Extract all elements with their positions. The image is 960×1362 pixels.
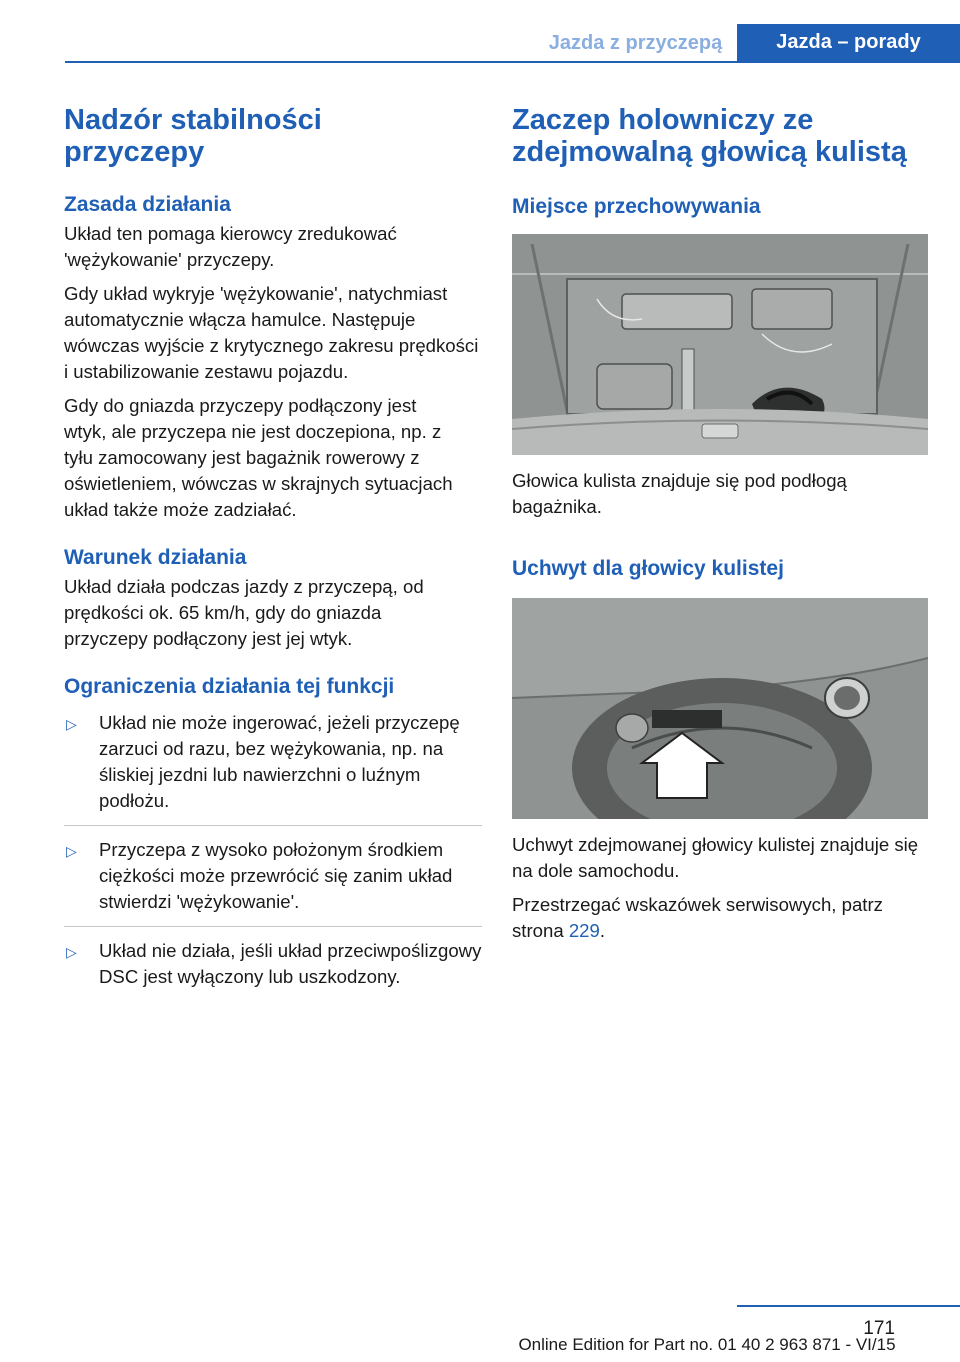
header-rule bbox=[65, 61, 960, 63]
list-item-text: Przyczepa z wysoko położonym środkiem ciężkości może przewrócić się zanim układ stwierdzi 'wężykowanie'. bbox=[99, 839, 453, 912]
footer-rule bbox=[737, 1305, 960, 1307]
trunk-storage-image bbox=[512, 234, 928, 455]
trunk-illustration bbox=[512, 234, 928, 455]
paragraph: Układ ten pomaga kierowcy zredukować 'wężykowanie' przyczepy. bbox=[64, 223, 397, 270]
triangle-bullet-icon: ▷ bbox=[66, 716, 77, 732]
left-column bbox=[64, 104, 482, 990]
heading-principle: Zasada działania bbox=[64, 193, 231, 216]
paragraph: Układ działa podczas jazdy z przyczepą, od prędkości ok. 65 km/h, gdy do gniazda przyczepy podłączony jest jej wtyk. bbox=[64, 576, 424, 649]
triangle-bullet-icon: ▷ bbox=[66, 944, 77, 960]
list-item bbox=[64, 837, 482, 915]
list-item-text: Układ nie może ingerować, jeżeli przyczepę zarzuci od razu, bez wężykowania, np. na śliskiej jezdni lub nawierzchni o luźnym podłożu. bbox=[99, 712, 460, 811]
header-section-tab[interactable]: Jazda z przyczepą bbox=[548, 32, 723, 54]
paragraph: Gdy układ wykryje 'wężykowanie', natychmiast automatycznie włącza hamulce. Następuje wówczas wyjście z krytycznego zakresu prędkości i ustabilizowanie zestawu pojazdu. bbox=[64, 283, 479, 382]
heading-holder: Uchwyt dla głowicy kulistej bbox=[512, 557, 784, 580]
page-number: 171 bbox=[863, 1318, 895, 1339]
paragraph-with-link bbox=[512, 892, 927, 944]
page-title-right: Zaczep holowniczy ze zdejmowalną głowicą kulistą bbox=[512, 104, 907, 168]
bullet-list bbox=[64, 710, 482, 990]
list-item-text: Układ nie działa, jeśli układ przeciwpoślizgowy DSC jest wyłączony lub uszkodzony. bbox=[99, 940, 482, 987]
paragraph: Uchwyt zdejmowanej głowicy kulistej znajduje się na dole samochodu. bbox=[512, 834, 919, 881]
right-column bbox=[512, 104, 930, 944]
ball-holder-image bbox=[512, 598, 928, 819]
heading-storage: Miejsce przechowywania bbox=[512, 195, 761, 218]
edition-footer: Online Edition for Part no. 01 40 2 963 871 - VI/15 bbox=[518, 1335, 896, 1354]
list-item bbox=[64, 938, 482, 990]
list-item bbox=[64, 710, 482, 814]
paragraph: Gdy do gniazda przyczepy podłączony jest wtyk, ale przyczepa nie jest doczepiona, np. z tyłu zamocowany jest bagażnik rowerowy z oświetleniem, wówczas w skrajnych sytuacjach układ także może zadziałać. bbox=[64, 395, 453, 520]
page-link[interactable]: 229 bbox=[568, 920, 600, 941]
header-chapter-tab[interactable]: Jazda – porady bbox=[737, 24, 960, 61]
divider bbox=[64, 825, 482, 826]
paragraph-text: Przestrzegać wskazówek serwisowych, patrz strona bbox=[512, 894, 883, 941]
divider bbox=[64, 926, 482, 927]
heading-limitations: Ograniczenia działania tej funkcji bbox=[64, 675, 395, 698]
paragraph-text: . bbox=[599, 920, 606, 941]
page-title-left: Nadzór stabilności przyczepy bbox=[64, 104, 322, 168]
paragraph: Głowica kulista znajduje się pod podłogą bagażnika. bbox=[512, 470, 847, 517]
rear-underbody-illustration bbox=[512, 598, 928, 819]
triangle-bullet-icon: ▷ bbox=[66, 843, 77, 859]
heading-condition: Warunek działania bbox=[64, 546, 247, 569]
